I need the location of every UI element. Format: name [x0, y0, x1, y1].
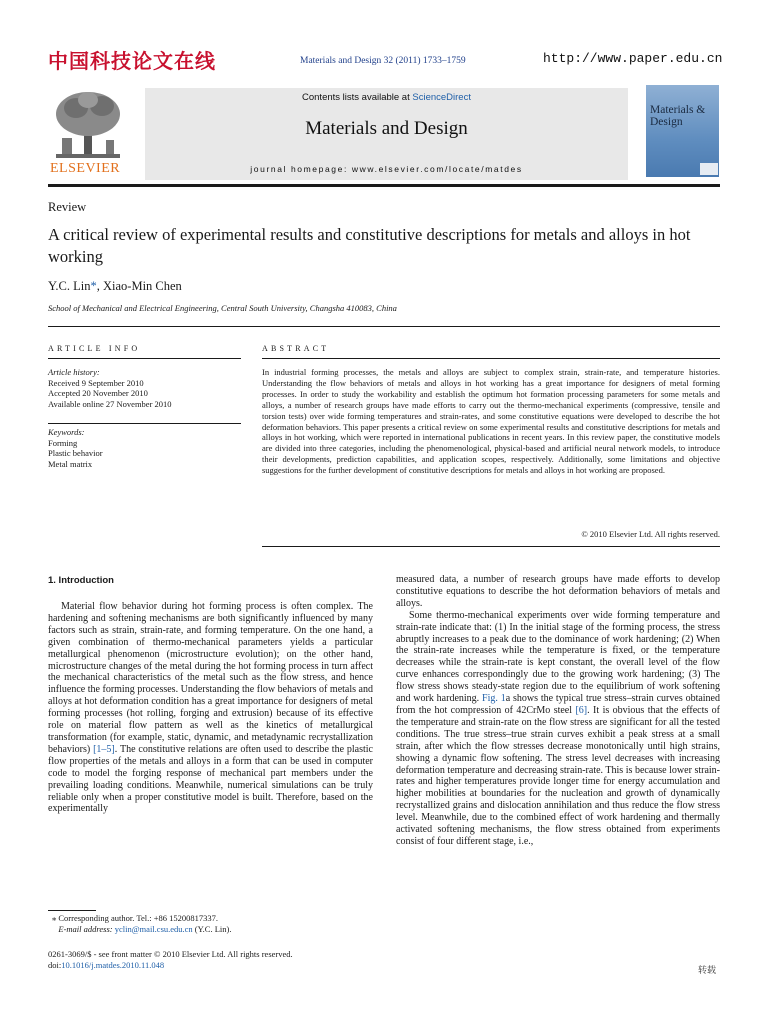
paragraph-text: a shows the typical true stress–strain curves obtained from the hot compression of 42CrMo steel [396, 693, 720, 716]
abstract-copyright: © 2010 Elsevier Ltd. All rights reserved. [581, 529, 720, 539]
author-list [48, 279, 182, 294]
abstract-heading: ABSTRACT [262, 344, 330, 353]
paragraph-text: Material flow behavior during hot forming process is often complex. The hardening and softening mechanisms are both significantly influenced by many factors such as strain, strain-rate, and forming temperature. On the one hand, a given combination of thermo-mechanical parameters yields a particular metallurgical phenomenon (microstructure evolution); on the other hand, microstructure changes of the metal during the hot forming process in turn affect the mechanical characteristics of the metal such as the flow stress, and hence influence the forming processes. Understanding the flow behaviors of metals and alloys at hot deformation condition has a great importance for designers of metal forming processes (hot rolling, forging and extrusion) because of its effective role on material flow pattern as well as the kinetics of metallurgical transformation (for example, static, dynamic, and metadynamic recrystallization behaviors) [48, 601, 373, 755]
article-history [48, 367, 172, 409]
email-label: E-mail address: [58, 923, 113, 934]
corresponding-author-mark[interactable]: * [90, 279, 97, 293]
abstract-top-divider [262, 358, 720, 359]
site-url[interactable]: http://www.paper.edu.cn [543, 51, 723, 66]
paragraph: measured data, a number of research groups have made efforts to develop constitutive equations to describe the hot deformation behaviors of metals and alloys. [396, 574, 720, 609]
history-item: Received 9 September 2010 [48, 377, 144, 388]
site-logo[interactable]: 中国科技论文在线 [48, 49, 216, 73]
history-heading: Article history: [48, 367, 100, 377]
email-suffix: (Y.C. Lin). [192, 923, 232, 934]
footnote-mark: ⁎ [52, 913, 57, 923]
email-link[interactable]: yclin@mail.csu.edu.cn [114, 923, 193, 934]
cover-label-strip [700, 163, 718, 175]
email-line [52, 924, 231, 935]
keywords-heading: Keywords: [48, 427, 85, 437]
journal-name: Materials and Design [305, 118, 468, 139]
footnote-divider [48, 910, 96, 911]
paragraph [48, 601, 373, 815]
doi-link[interactable]: 10.1016/j.matdes.2010.11.048 [61, 959, 165, 970]
paragraph [396, 610, 720, 848]
journal-homepage[interactable]: journal homepage: www.elsevier.com/locate/matdes [250, 164, 523, 174]
repost-label: 转载 [698, 966, 717, 976]
article-info-divider [48, 358, 241, 359]
masthead-divider [48, 184, 720, 187]
paragraph-text: Some thermo-mechanical experiments over wide forming temperature and strain-rate indicate that: (1) In the initial stage of the forming process, the stress abruptly increases to a peak due to the dominance of work hardening; (2) When the strain-rate increases while the temperature is fixed, or the temperature decreases while the strain-rate is kept constant, the overall level of the flow curve enhances correspondingly due to the growing work hardening; (3) The flow stress shows steady-state region due to the equilibrium of work softening and work hardening. [396, 609, 720, 705]
article-title: A critical review of experimental results and constitutive descriptions for metals and alloys in hot working [48, 225, 691, 266]
paragraph-text: . The constitutive relations are often used to describe the plastic flow properties of the metals and alloys in a form that can be used in computer code to model the forging response of mechanical part members under the prevailing loading conditions. Meanwhile, numerical simulations can be truly reliable only when a proper constitutive model is built. Therefore, based on the experimentally [48, 743, 373, 815]
contents-prefix: Contents lists available at [302, 92, 413, 103]
keyword-item: Forming [48, 437, 78, 448]
author-name: Y.C. Lin [48, 279, 91, 293]
abstract-bottom-divider [262, 546, 720, 547]
cover-title: Materials & Design [650, 104, 706, 128]
contents-available-line [145, 92, 628, 103]
author-name: Xiao-Min Chen [103, 279, 182, 293]
footnote-line [52, 913, 231, 924]
head-divider [48, 326, 720, 327]
article-section: Review [48, 200, 87, 214]
doi-prefix: doi: [48, 959, 62, 970]
keyword-item: Metal matrix [48, 458, 93, 469]
section-heading-introduction: 1. Introduction [48, 575, 114, 586]
body-right-column [396, 574, 720, 848]
paragraph-text: . It is obvious that the effects of the temperature and strain-rate on the flow stress are significant for all the tested conditions. The true stress–true strain curves exhibit a peak stress at a small strain, after which the flow stresses decrease monotonically until high strains, showing a dynamic flow softening. The stress level decreases with increasing deformation temperature and decreasing strain-rate. This is because lower strain-rates and higher temperatures provide longer time for energy accumulation and higher mobilities at boundaries for the nucleation and growth of dynamically recrystallized grains and dislocation annihilation and thus reduce the flow stress level. Meanwhile, due to the combined effect of work hardening and thermally activated softening mechanisms, the flow stress obtained from experiments consist of four different stage, i.e., [396, 704, 720, 847]
doi-line [48, 960, 293, 971]
author-separator: , [96, 279, 103, 293]
journal-reference: Materials and Design 32 (2011) 1733–1759 [300, 56, 466, 66]
corresponding-author-footnote [52, 913, 231, 934]
front-matter-line: 0261-3069/$ - see front matter © 2010 Elsevier Ltd. All rights reserved. [48, 949, 293, 959]
figure-link[interactable]: Fig. 1 [482, 693, 506, 705]
history-item: Accepted 20 November 2010 [48, 388, 148, 398]
keywords-divider [48, 423, 241, 424]
keyword-item: Plastic behavior [48, 448, 103, 458]
citation-link[interactable]: [1–5] [93, 743, 115, 755]
citation-link[interactable]: [6] [575, 704, 588, 716]
body-left-column [48, 601, 373, 815]
elsevier-wordmark: ELSEVIER [50, 161, 121, 176]
history-item: Available online 27 November 2010 [48, 398, 172, 409]
sciencedirect-link[interactable]: ScienceDirect [412, 92, 471, 103]
keywords-block [48, 427, 103, 469]
abstract-text: In industrial forming processes, the metals and alloys are subject to complex strain, strain-rate, and temperature histories. Understanding the flow behaviors of metals and alloys in hot working has a great importance for designers of metal forming processes. In order to study the workability and establish the optimum hot formation processing parameters for some metals and alloys, a number of research groups have made efforts to carry out the thermo-mechanical experiments (compressive, tensile and torsion tests) over wide forming temperatures and strain-rates, and some constitutive equations were developed to describe the hot deformation behaviors. This paper presents a critical review on some experimental results and constitutive descriptions for metals and alloys in hot working, which were reported in international publications in recent years. In this review paper, the constitutive models are divided into three categories, including the phenomenological, physical-based and artificial neural network models, to introduce their developments, prediction capabilities, and application scopes, respectively. Additionally, some limitations and objective suggestions for the further development of constitutive descriptions for metals and alloys in hot working are proposed. [262, 367, 720, 476]
front-matter [48, 949, 293, 970]
footnote-text: Corresponding author. Tel.: +86 15200817337. [56, 913, 219, 923]
author-affiliation: School of Mechanical and Electrical Engineering, Central South University, Changsha 410083, China [48, 303, 397, 313]
article-info-heading: ARTICLE INFO [48, 344, 141, 353]
elsevier-tree-logo-icon [48, 88, 128, 160]
